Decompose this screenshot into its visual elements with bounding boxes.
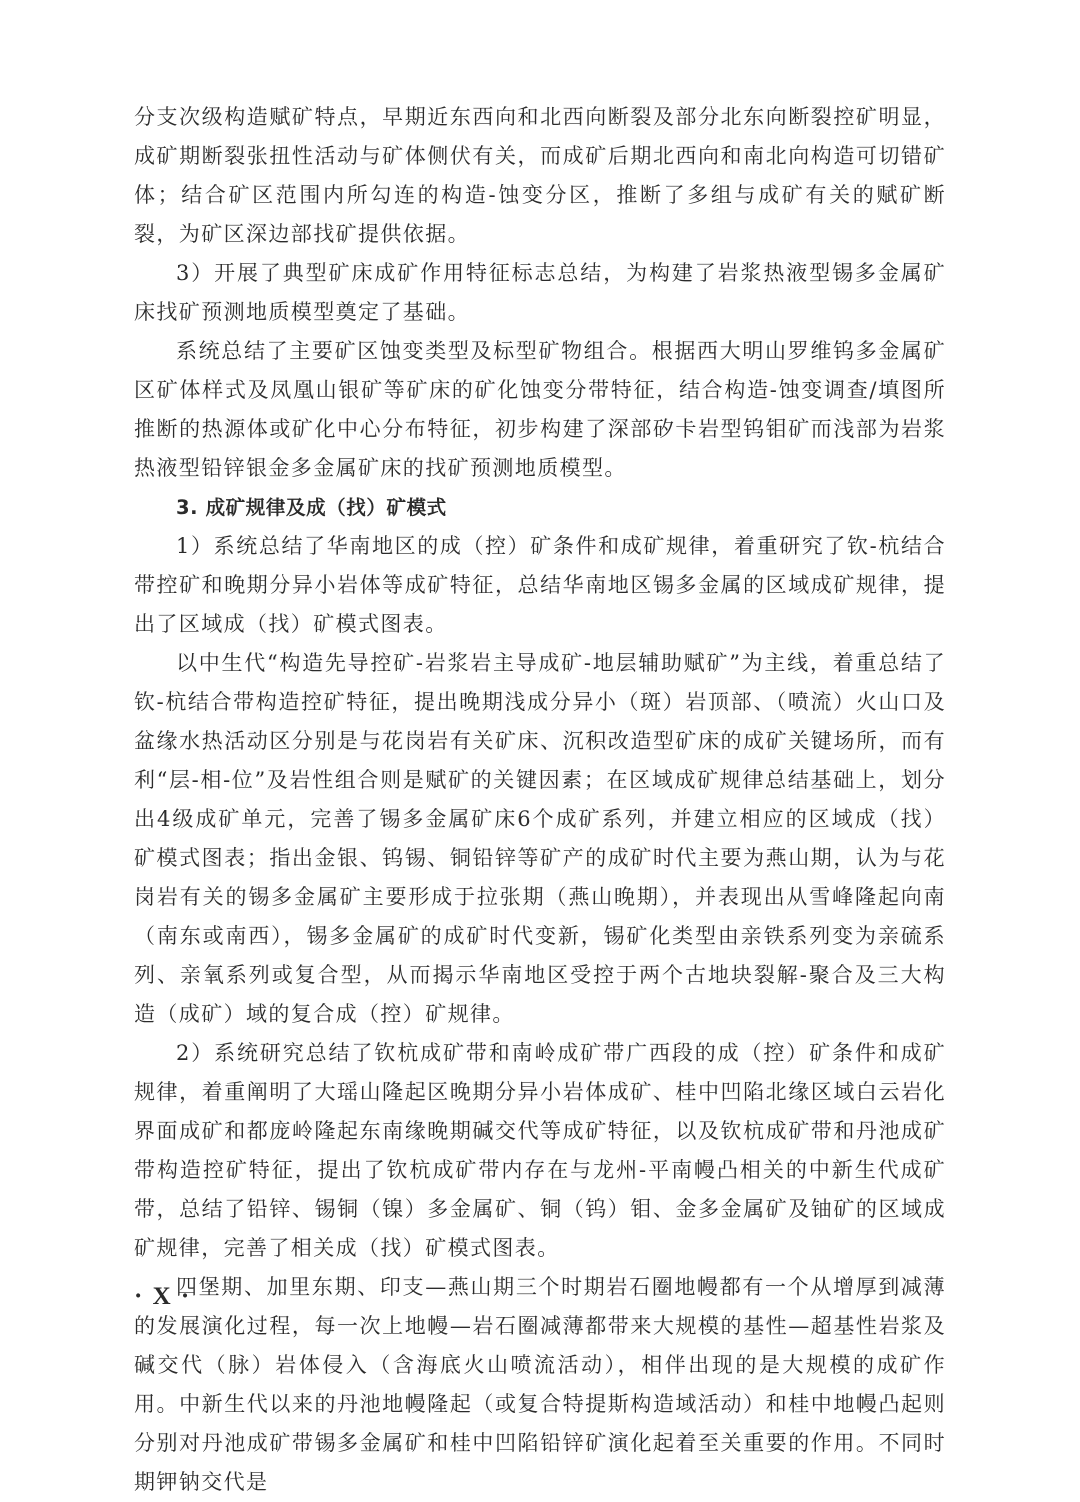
paragraph-fault-control: 分支次级构造赋矿特点，早期近东西向和北西向断裂及部分北东向断裂控矿明显，成矿期断裂张扭性活动与矿体侧伏有关，而成矿后期北西向和南北向构造可切错矿体；结合矿区范围内所勾连的构造-蚀变分区，推断了多组与成矿有关的赋矿断裂，为矿区深边部找矿提供依据。	[134, 105, 946, 246]
paragraph-point-1-south-china: 1）系统总结了华南地区的成（控）矿条件和成矿规律，着重研究了钦-杭结合带控矿和晚期分异小岩体等成矿特征，总结华南地区锡多金属的区域成矿规律，提出了区域成（找）矿模式图表。	[134, 534, 946, 636]
paragraph-point-2-qinhang-nanling: 2）系统研究总结了钦杭成矿带和南岭成矿带广西段的成（控）矿条件和成矿规律，着重阐明了大瑶山隆起区晚期分异小岩体成矿、桂中凹陷北缘区域白云岩化界面成矿和都庞岭隆起东南缘晚期碱交代等成矿特征，以及钦杭成矿带和丹池成矿带构造控矿特征，提出了钦杭成矿带内存在与龙州-平南幔凸相关的中新生代成矿带，总结了铅锌、锡铜（镍）多金属矿、铜（钨）钼、金多金属矿及铀矿的区域成矿规律，完善了相关成（找）矿模式图表。	[134, 1041, 946, 1260]
page-number: · X ·	[134, 1283, 192, 1310]
section-heading-metallogenic-regularity: 3. 成矿规律及成（找）矿模式	[176, 496, 447, 519]
paragraph-lithosphere-evolution: 四堡期、加里东期、印支—燕山期三个时期岩石圈地幔都有一个从增厚到减薄的发展演化过程，每一次上地幔—岩石圈减薄都带来大规模的基性—超基性岩浆及碱交代（脉）岩体侵入（含海底火山喷流活动），相伴出现的是大规模的成矿作用。中新生代以来的丹池地幔隆起（或复合特提斯构造域活动）和桂中地幔凸起则分别对丹池成矿带锡多金属矿和桂中凹陷铅锌矿演化起着至关重要的作用。不同时期钾钠交代是	[134, 1275, 946, 1494]
paragraph-mesozoic-mainline: 以中生代“构造先导控矿-岩浆岩主导成矿-地层辅助赋矿”为主线，着重总结了钦-杭结合带构造控矿特征，提出晚期浅成分异小（斑）岩顶部、（喷流）火山口及盆缘水热活动区分别是与花岗岩有关矿床、沉积改造型矿床的成矿关键场所，而有利“层-相-位”及岩性组合则是赋矿的关键因素；在区域成矿规律总结基础上，划分出4级成矿单元，完善了锡多金属矿床6个成矿系列，并建立相应的区域成（找）矿模式图表；指出金银、钨锡、铜铅锌等矿产的成矿时代主要为燕山期，认为与花岗岩有关的锡多金属矿主要形成于拉张期（燕山晚期），并表现出从雪峰隆起向南（南东或南西），锡多金属矿的成矿时代变新，锡矿化类型由亲铁系列变为亲硫系列、亲氧系列或复合型，从而揭示华南地区受控于两个古地块裂解-聚合及三大构造（成矿）域的复合成（控）矿规律。	[134, 651, 946, 1026]
paragraph-alteration-model: 系统总结了主要矿区蚀变类型及标型矿物组合。根据西大明山罗维钨多金属矿区矿体样式及凤凰山银矿等矿床的矿化蚀变分带特征，结合构造-蚀变调查/填图所推断的热源体或矿化中心分布特征，初步构建了深部矽卡岩型钨钼矿而浅部为岩浆热液型铅锌银金多金属矿床的找矿预测地质模型。	[134, 339, 946, 480]
paragraph-point-3-deposit-markers: 3）开展了典型矿床成矿作用特征标志总结，为构建了岩浆热液型锡多金属矿床找矿预测地质模型奠定了基础。	[134, 261, 946, 324]
